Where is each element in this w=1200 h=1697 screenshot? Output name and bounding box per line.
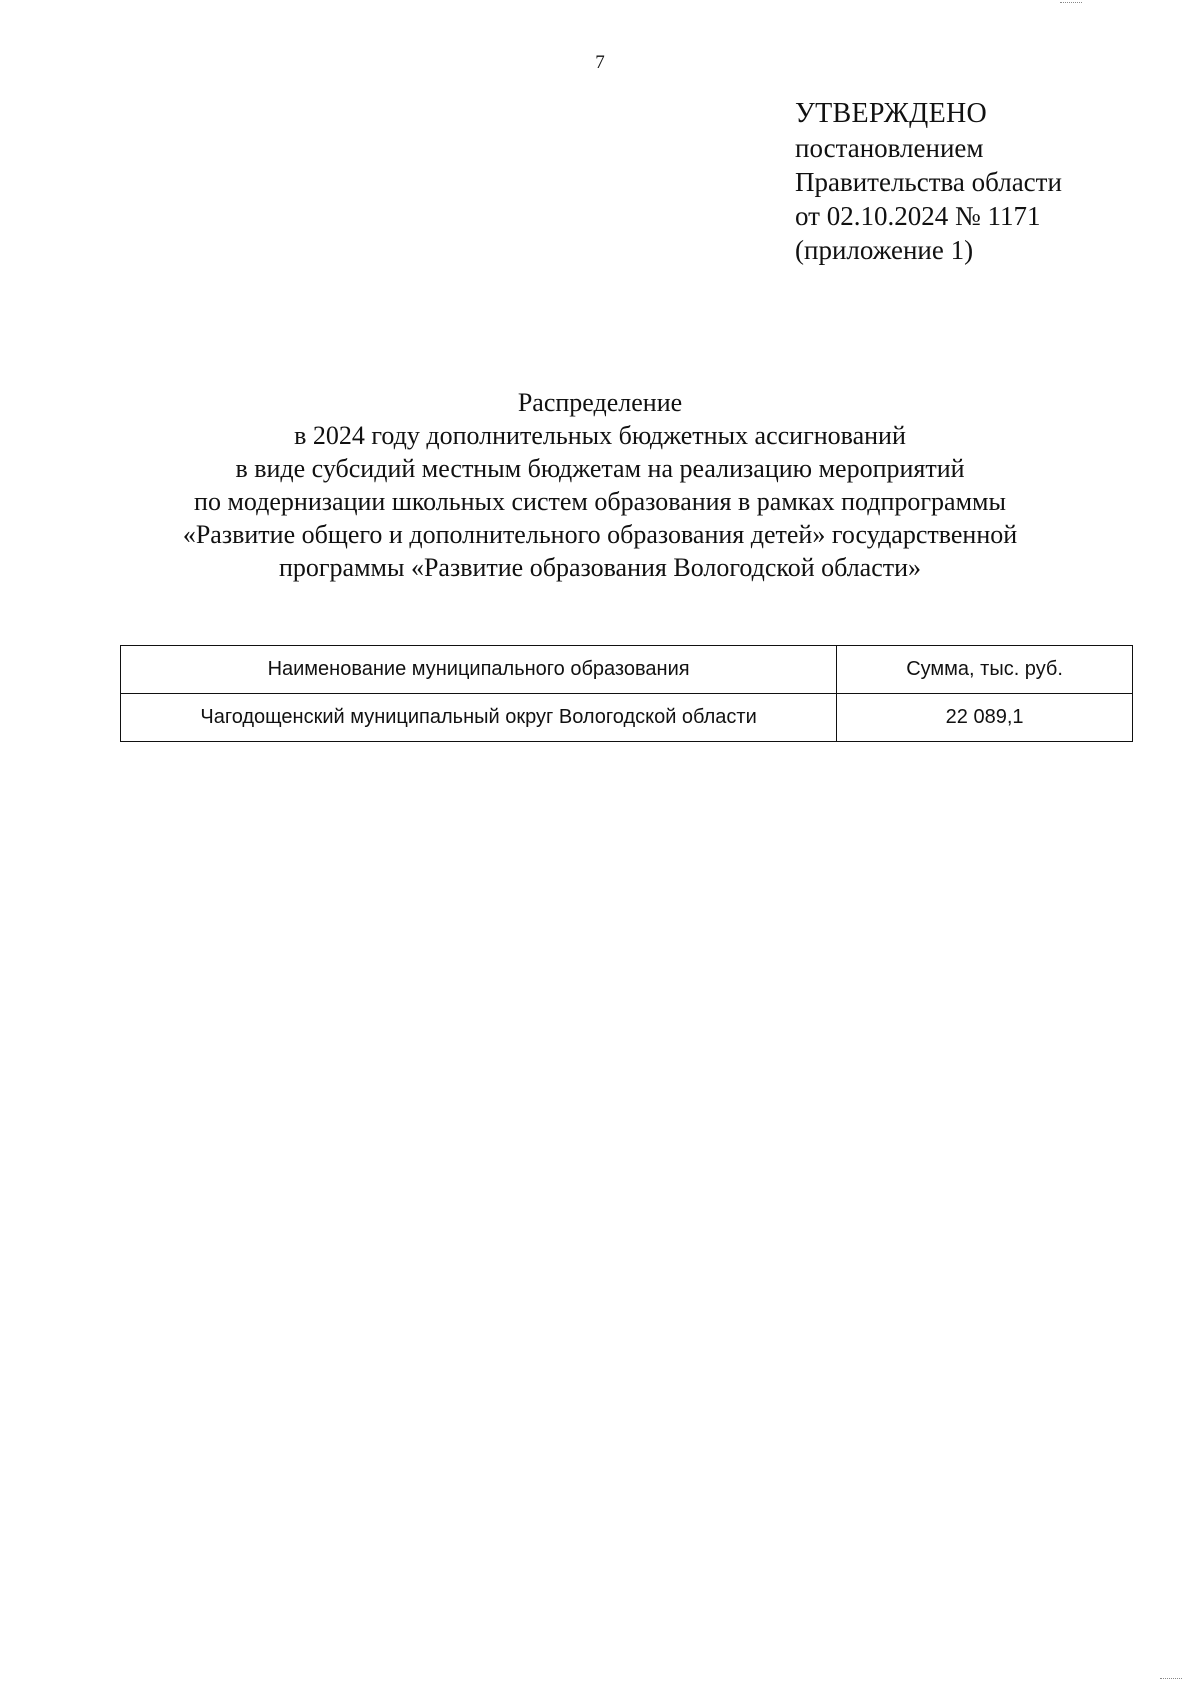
column-header-sum: Сумма, тыс. руб. <box>837 646 1133 694</box>
scan-mark <box>1160 1678 1182 1689</box>
document-title-line: в виде субсидий местным бюджетам на реализацию мероприятий <box>235 454 965 483</box>
document-title-line: по модернизации школьных систем образования в рамках подпрограммы <box>194 487 1006 516</box>
cell-municipality-name: Чагодощенский муниципальный округ Вологодской области <box>121 694 837 742</box>
cell-sum: 22 089,1 <box>837 694 1133 742</box>
approval-decree-number: от 02.10.2024 № 1171 <box>795 201 1041 231</box>
document-title-line: «Развитие общего и дополнительного образования детей» государственной <box>182 520 1018 549</box>
document-title-line: программы «Развитие образования Вологодской области» <box>278 553 922 582</box>
document-title-line: в 2024 году дополнительных бюджетных ассигнований <box>294 421 906 450</box>
approval-line: Правительства области <box>795 167 1062 197</box>
document-title-heading: Распределение <box>517 388 683 417</box>
document-title <box>100 386 1100 584</box>
column-header-municipality: Наименование муниципального образования <box>121 646 837 694</box>
distribution-table <box>120 645 1133 742</box>
approval-appendix-note: (приложение 1) <box>795 235 974 265</box>
table-header-row <box>121 646 1133 694</box>
table-row <box>121 694 1133 742</box>
approval-line: постановлением <box>795 133 984 163</box>
approval-title: УТВЕРЖДЕНО <box>795 98 988 129</box>
page-number: 7 <box>595 52 605 73</box>
approval-stamp <box>795 97 1062 267</box>
scan-mark <box>1060 2 1082 13</box>
